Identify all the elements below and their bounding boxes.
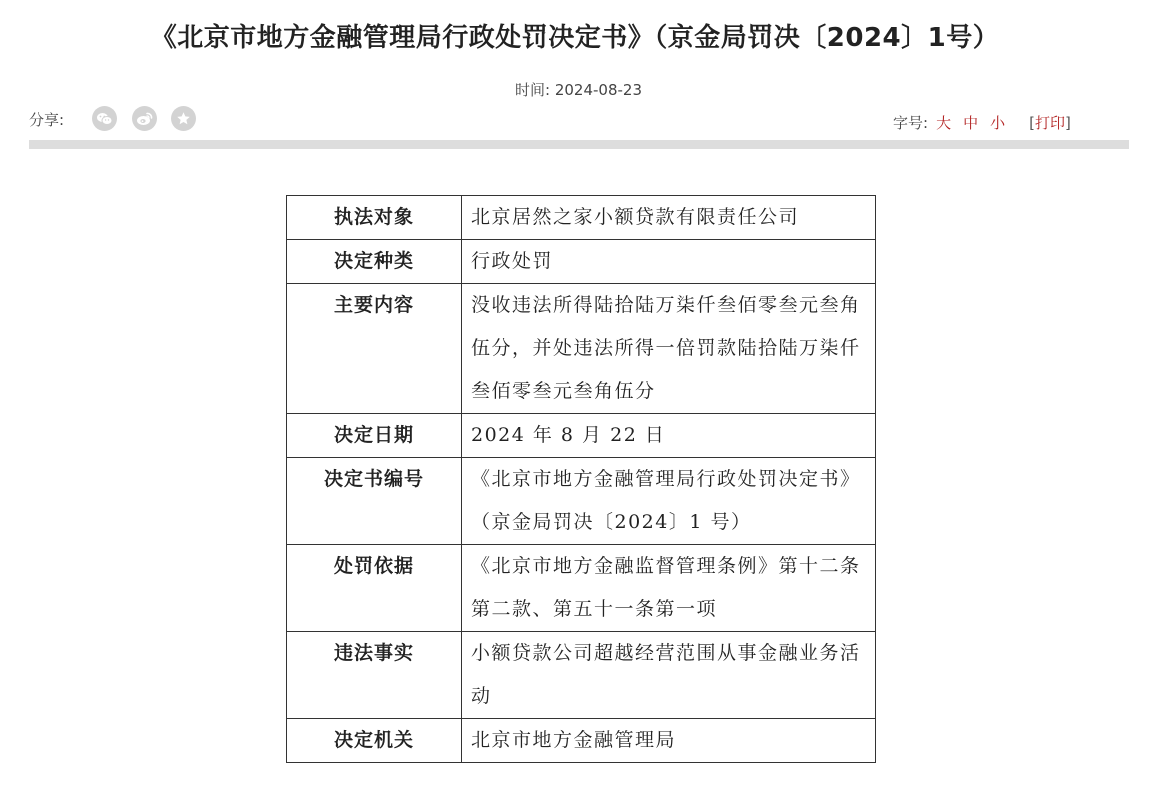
table-row (287, 545, 876, 632)
font-size-large-link[interactable]: 大 (936, 114, 952, 132)
table-row (287, 414, 876, 458)
row-value: 行政处罚 (462, 240, 876, 284)
header-divider (29, 140, 1129, 149)
table-row (287, 240, 876, 284)
row-value: 《北京市地方金融管理局行政处罚决定书》（京金局罚决〔2024〕1 号） (462, 458, 876, 545)
wechat-icon[interactable] (92, 106, 117, 131)
row-value: 北京居然之家小额贷款有限责任公司 (462, 196, 876, 240)
row-value: 《北京市地方金融监督管理条例》第十二条第二款、第五十一条第一项 (462, 545, 876, 632)
print-bracket-close: ] (1064, 114, 1071, 132)
weibo-icon[interactable] (132, 106, 157, 131)
row-label: 决定书编号 (287, 458, 462, 545)
row-label: 决定日期 (287, 414, 462, 458)
font-size-small-link[interactable]: 小 (990, 114, 1006, 132)
print-label[interactable]: 打印 (1034, 114, 1065, 132)
font-size-label: 字号: (893, 114, 929, 132)
table-row (287, 284, 876, 414)
row-label: 违法事实 (287, 632, 462, 719)
row-label: 处罚依据 (287, 545, 462, 632)
share-label: 分享: (29, 111, 65, 129)
font-size-controls (893, 112, 1071, 133)
row-label: 主要内容 (287, 284, 462, 414)
row-value: 北京市地方金融管理局 (462, 719, 876, 763)
print-bracket-open: [ (1029, 114, 1035, 132)
font-size-medium-link[interactable]: 中 (963, 114, 979, 132)
favorite-star-icon[interactable] (171, 106, 196, 131)
print-link[interactable] (1029, 114, 1071, 132)
publish-date (0, 79, 1157, 100)
table-row (287, 719, 876, 763)
table-row (287, 458, 876, 545)
row-value: 2024 年 8 月 22 日 (462, 414, 876, 458)
row-value: 小额贷款公司超越经营范围从事金融业务活动 (462, 632, 876, 719)
date-value: 2024-08-23 (554, 81, 642, 99)
row-label: 决定种类 (287, 240, 462, 284)
date-label: 时间: (514, 81, 555, 99)
row-label: 决定机关 (287, 719, 462, 763)
table-row (287, 196, 876, 240)
penalty-info-table (286, 195, 876, 763)
table-row (287, 632, 876, 719)
row-value: 没收违法所得陆拾陆万柒仟叁佰零叁元叁角伍分，并处违法所得一倍罚款陆拾陆万柒仟叁佰零叁元叁角伍分 (462, 284, 876, 414)
page-title: 《北京市地方金融管理局行政处罚决定书》（京金局罚决〔2024〕1号） (150, 23, 1000, 53)
row-label: 执法对象 (287, 196, 462, 240)
